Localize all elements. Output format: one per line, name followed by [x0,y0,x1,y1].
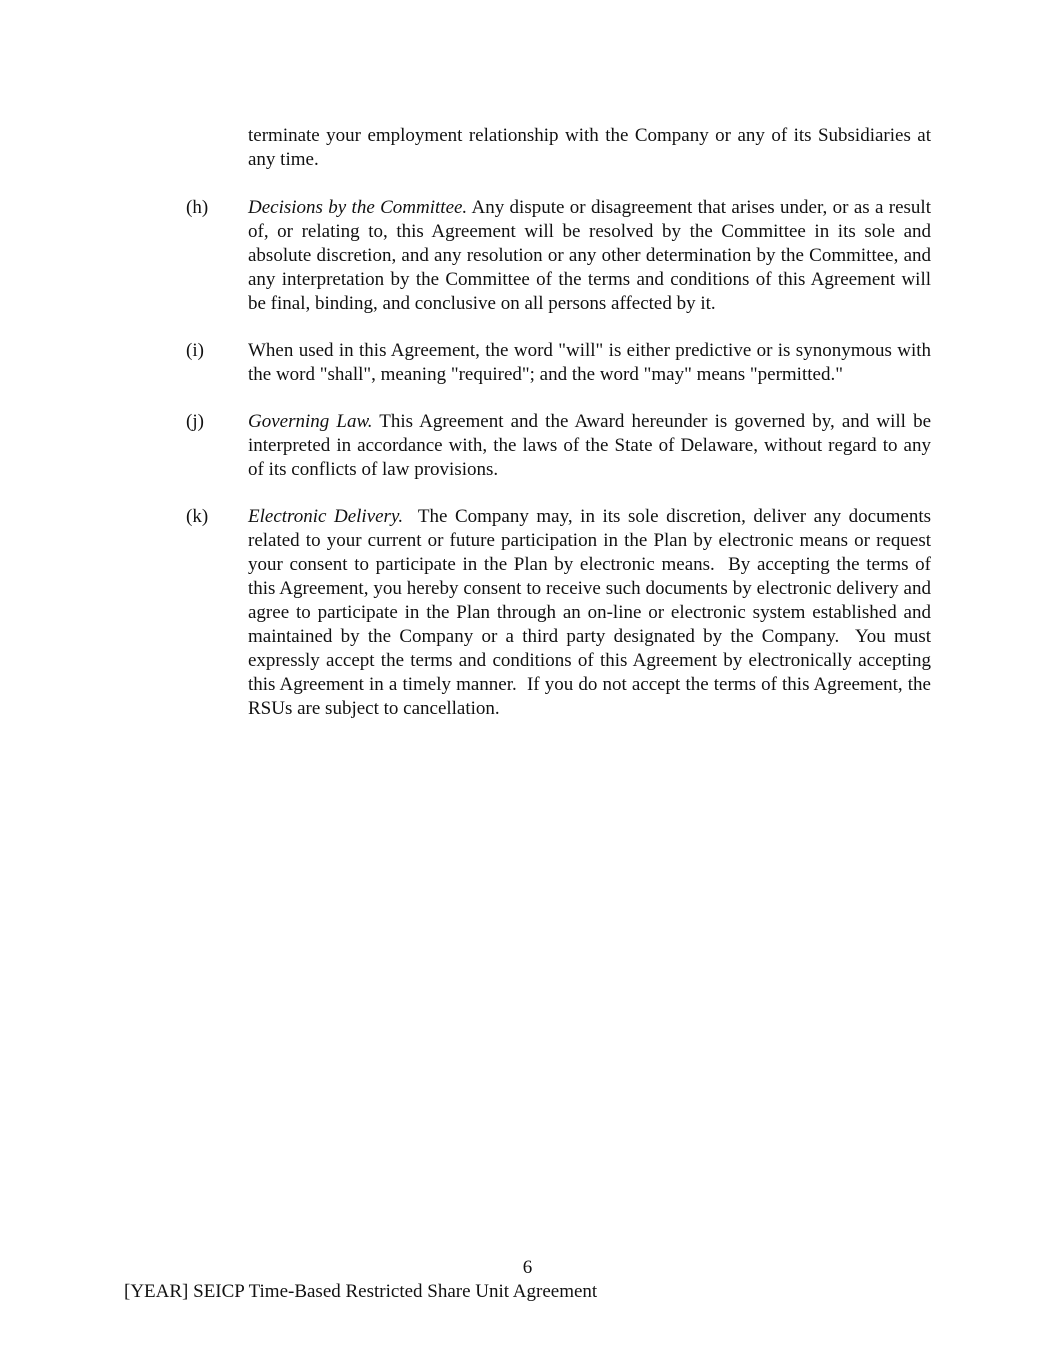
clause-heading: Governing Law. [248,411,373,432]
clause-label: (k) [186,506,209,527]
clause-label: (i) [186,340,204,361]
clause-text: The Company may, in its sole discretion, deliver any documents related to your current or future participation in the Plan by electronic means or request your consent to participate in the Plan by electronic means. By accepting the terms of this Agreement, you hereby consent to receive such documents by electronic delivery and agree to participate in the Plan through an on-line or electronic system established and maintained by the Company or a third party designated by the Company. You must expressly accept the terms and conditions of this Agreement by electronically accepting this Agreement in a timely manner. If you do not accept the terms of this Agreement, the RSUs are subject to cancellation. [248,506,936,719]
clause-body [248,410,931,482]
clause-text: When used in this Agreement, the word "will" is either predictive or is synonymous with the word "shall", meaning "required"; and the word "may" means "permitted." [248,340,931,385]
continuation-paragraph [248,124,931,172]
footer-document-title: [YEAR] SEICP Time-Based Restricted Share Unit Agreement [124,1281,598,1302]
clause-text: This Agreement and the Award hereunder is governed by, and will be interpreted in accordance with, the laws of the State of Delaware, without regard to any of its conflicts of law provisions. [248,411,932,480]
clause-j [186,410,931,482]
clause-h [186,196,931,316]
clause-heading: Decisions by the Committee. [248,197,468,218]
clause-text: Any dispute or disagreement that arises under, or as a result of, or relating to, this Agreement will be resolved by the Committee in its sole and absolute discretion, and any resolution or any other determination by the Committee, and any interpretation by the Committee of the terms and conditions of this Agreement will be final, binding, and conclusive on all persons affected by it. [248,197,931,314]
page-number: 6 [522,1257,533,1278]
continuation-text: terminate your employment relationship with the Company or any of its Subsidiaries at any time. [248,125,931,170]
clause-body [248,505,936,721]
clause-label: (j) [186,411,204,432]
clause-body [248,196,931,316]
clause-i [186,339,931,387]
clause-heading: Electronic Delivery. [248,506,404,527]
clause-k [186,505,936,721]
clause-body [248,339,931,387]
clause-label: (h) [186,197,209,218]
